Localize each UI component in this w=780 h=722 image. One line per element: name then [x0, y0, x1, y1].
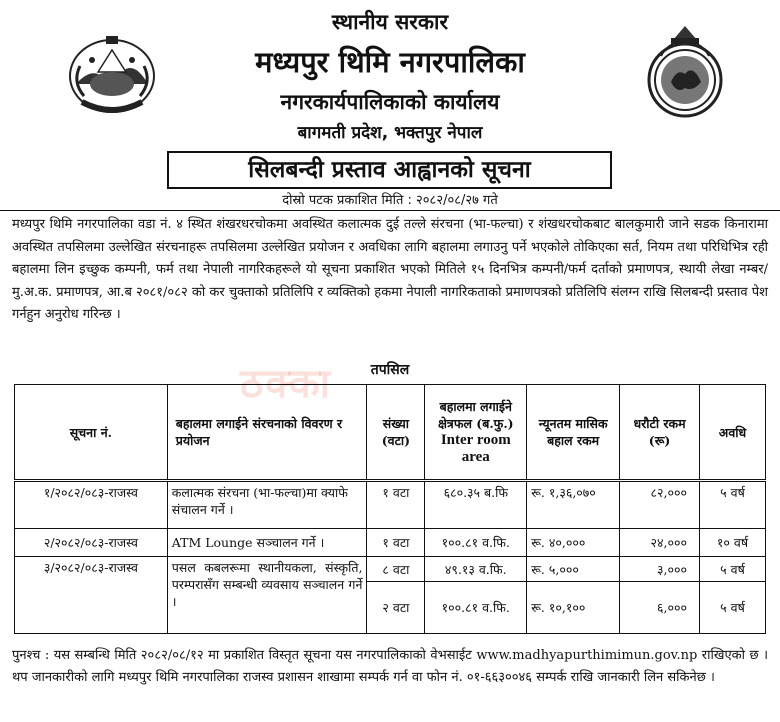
cell-structure: ATM Lounge सञ्चालन गर्ने ।	[167, 529, 367, 557]
header-address: बागमती प्रदेश, भक्तपुर नेपाल	[297, 123, 483, 143]
schedule-table	[14, 384, 766, 634]
cell-structure: कलात्मक संरचना (भा-फल्चा)मा क्याफे संचालन गर्ने ।	[167, 481, 367, 529]
header-municipality-name: मध्यपुर थिमि नगरपालिका	[255, 45, 525, 79]
table-header-row	[15, 385, 766, 481]
cell-notice-no: १/२०८२/०८३-राजस्व	[15, 481, 168, 529]
cell-duration: ५ वर्ष	[700, 582, 766, 634]
cell-structure: पसल कबलरूमा स्थानीयकला, संस्कृति, परम्परासँग सम्बन्धी व्यवसाय सञ्चालन गर्ने ।	[167, 557, 367, 634]
cell-rent: रू. ५,०००	[527, 557, 620, 582]
cell-deposit: ३,०००	[620, 557, 700, 582]
publication-date-bar	[0, 192, 780, 211]
cell-deposit: ६,०००	[620, 582, 700, 634]
col-header-area	[425, 385, 527, 481]
cell-deposit: ८२,०००	[620, 481, 700, 529]
watermark: ठक्का	[240, 361, 333, 407]
footnote: पुनश्च : यस सम्बन्धि मिति २०८२/०८/१२ मा प्रकाशित विस्तृत सूचना यस नगरपालिकाको वेभसाईट www.madhyapurthimimun.gov.np राखिएको छ । थप जानकारीको लागि मध्यपुर थिमि नगरपालिका राजस्व प्रशासन शाखामा सम्पर्क गर्न वा फोन नं. ०१-६६३००४६ सम्पर्क राखि जानकारी लिन सकिनेछ ।	[12, 648, 768, 685]
schedule-title: तपसिल	[370, 362, 410, 378]
col-header-structure: बहालमा लगाईने संरचनाको विवरण र प्रयोजन	[167, 385, 367, 481]
col-header-quantity: संख्या (वटा)	[367, 385, 425, 481]
cell-rent: रू. १०,१००	[527, 582, 620, 634]
intro-paragraph: मध्यपुर थिमि नगरपालिका वडा नं. ४ स्थित शंखरधरचोकमा अवस्थित कलात्मक दुई तल्ले संरचना (भा-फल्चा) र शंखधरचोकबाट बालकुमारी जाने सडक किनारामा अवस्थित तपसिलमा उल्लेखित संरचनाहरू तपसिलमा उल्लेखित प्रयोजन र अवधिका लागि बहालमा लगाउनु पर्ने भएकोले तोकिएका सर्त, नियम तथा परिधिभित्र रही बहालमा लिन इच्छुक कम्पनी, फर्म तथा नेपाली नागरिकहरूले यो सूचना प्रकाशित भएको मितिले १५ दिनभित्र कम्पनी/फर्म दर्ताको प्रमाणपत्र, स्थायी लेखा नम्बर/मु.अ.क. प्रमाणपत्र, आ.ब २०८१/०८२ को कर चुक्ताको प्रतिलिपि र व्यक्तिको हकमा नेपाली नागरिकताको प्रमाणपत्रको प्रतिलिपि संलग्न राखि सिलबन्दी प्रस्ताव पेश गर्नहुन अनुरोध गरिन्छ ।	[12, 217, 768, 323]
header-office-name: नगरकार्यपालिकाको कार्यालय	[280, 90, 500, 114]
cell-rent: रू. १,३६,०७०	[527, 481, 620, 529]
cell-area: ४९.१३ व.फि.	[425, 557, 527, 582]
cell-duration: ५ वर्ष	[700, 557, 766, 582]
table-row	[15, 529, 766, 557]
cell-duration: ५ वर्ष	[700, 481, 766, 529]
cell-deposit: २४,०००	[620, 529, 700, 557]
cell-quantity: ८ वटा	[367, 557, 425, 582]
cell-notice-no: २/२०८२/०८३-राजस्व	[15, 529, 168, 557]
col-header-deposit: धरौटी रकम (रू)	[620, 385, 700, 481]
publication-date: दोस्रो पटक प्रकाशित मिति : २०८२/०८/२७ गते	[278, 192, 502, 211]
notice-title: सिलबन्दी प्रस्ताव आह्वानको सूचना	[167, 151, 612, 189]
cell-quantity: १ वटा	[367, 481, 425, 529]
col-header-rent: न्यूनतम मासिक बहाल रकम	[527, 385, 620, 481]
cell-area: ६८०.३५ ब.फि	[425, 481, 527, 529]
table-row	[15, 481, 766, 529]
table-row	[15, 557, 766, 582]
cell-duration: १० वर्ष	[700, 529, 766, 557]
cell-quantity: २ वटा	[367, 582, 425, 634]
col-header-area-en: Inter room area	[440, 432, 511, 465]
col-header-notice-no: सूचना नं.	[15, 385, 168, 481]
cell-rent: रू. ४०,०००	[527, 529, 620, 557]
cell-area: १००.८१ व.फि.	[425, 529, 527, 557]
header-line-local-government: स्थानीय सरकार	[331, 10, 449, 34]
col-header-duration: अवधि	[700, 385, 766, 481]
cell-quantity: १ वटा	[367, 529, 425, 557]
cell-notice-no: ३/२०८२/०८३-राजस्व	[15, 557, 168, 634]
cell-area: १००.८१ व.फि.	[425, 582, 527, 634]
col-header-area-np: बहालमा लगाईने क्षेत्रफल (ब.फु.)	[437, 399, 514, 431]
